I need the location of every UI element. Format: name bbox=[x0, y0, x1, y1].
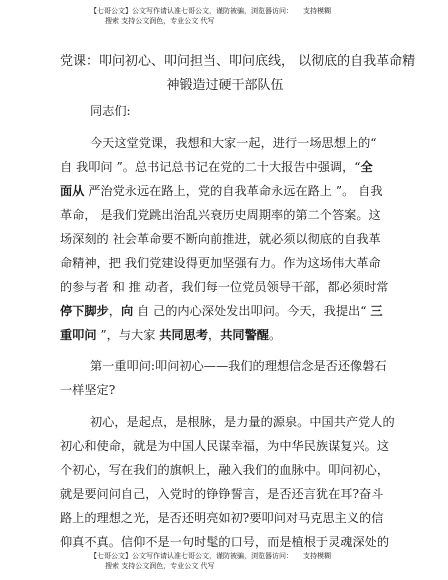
paragraph-1-line: 命精神，把 我们党建设得更加坚强有力。作为这场伟大革命 bbox=[60, 256, 381, 270]
paragraph-1-line bbox=[60, 323, 388, 347]
paragraph-1-line bbox=[60, 155, 388, 179]
bold-text: 全 bbox=[360, 160, 373, 174]
footer-line-1-tail: 支持模糊 bbox=[303, 552, 331, 560]
text-run: 。 bbox=[268, 328, 282, 342]
page-header bbox=[90, 6, 390, 26]
section-1-heading-line: 一样坚定? bbox=[60, 383, 116, 397]
page-footer bbox=[90, 551, 390, 571]
paragraph-1-line bbox=[60, 299, 388, 323]
paragraph-2-line: 个初心，写在我们的旗帜上，融入我们的血脉中。叩问初心， bbox=[60, 463, 390, 477]
paragraph-2-line: 初心和使命，就是为中国人民谋幸福，为中华民族谋复兴。这 bbox=[60, 439, 390, 453]
paragraph-1-line: 场深刻的 社会革命要不断向前推进，就必须以彻底的自我革 bbox=[60, 232, 381, 246]
paragraph-2-line: 初心，是起点，是根脉，是力量的源泉。中国共产党人的 bbox=[90, 415, 395, 429]
footer-line-2: 搜索 支持公文润色，专业公文 代写 bbox=[105, 562, 215, 570]
header-line-1 bbox=[90, 6, 390, 16]
bold-text: 重叩问 bbox=[60, 328, 97, 342]
text-run: 自 我叩问 ”。总书记总书记在党的二十大报告中强调，“ bbox=[60, 160, 361, 174]
header-line-2: 搜索 支持公文润色，专业公文 代写 bbox=[105, 17, 215, 25]
title-line-1: 党课：叩问初心、叩问担当、叩问底线， 以彻底的自我革命精 bbox=[60, 54, 416, 69]
section-1-heading-line: 第一重叩问:叩问初心——我们的理想信念是否还像磐石 bbox=[90, 359, 387, 373]
paragraph-1-line: 的参与者 和 推 动者，我们每一位党员领导干部，都必须时常 bbox=[60, 280, 389, 294]
text-run: ， bbox=[208, 328, 221, 342]
bold-text: 停下脚步 bbox=[60, 304, 109, 318]
bold-text: 共同思考 bbox=[159, 328, 209, 342]
header-line-1-tail: 支持模糊 bbox=[303, 7, 331, 15]
footer-line-1 bbox=[90, 551, 390, 561]
text-run: 严治党永远在路上，党的自我革命永远在路上 ”。 自我 bbox=[84, 184, 383, 198]
paragraph-2-line: 就是要问问自己，入党时的铮铮誓言，是否还言犹在耳?奋斗 bbox=[60, 487, 384, 501]
salutation: 同志们: bbox=[90, 104, 131, 118]
text-run: 自 己的内心深处发出叩问。今天，我提出“ bbox=[133, 304, 371, 318]
document-body bbox=[60, 99, 395, 554]
bold-text: 向 bbox=[120, 304, 134, 318]
bold-text: 三 bbox=[370, 304, 383, 318]
title-line-2: 神锻造过硬干部队伍 bbox=[166, 78, 284, 93]
bold-text: 面从 bbox=[60, 184, 85, 198]
text-run: ， bbox=[108, 304, 121, 318]
paragraph-1-line: 今天这堂党课，我想和大家一起，进行一场思想上的“ bbox=[90, 136, 377, 150]
paragraph-1-line: 革命， 是我们党跳出治乱兴衰历史周期率的第二个答案。这 bbox=[60, 208, 381, 222]
bold-text: 共同警醒 bbox=[220, 328, 269, 342]
header-line-1-text: 【七哥公文】公文写作请认准七哥公文，谨防被骗，浏览器访问： bbox=[90, 7, 293, 15]
document-title bbox=[60, 50, 416, 98]
text-run: ”，与大家 bbox=[96, 328, 160, 342]
paragraph-1-line bbox=[60, 179, 388, 203]
paragraph-2-line: 路上的理想之光，是否还明亮如初?要叩问对马克思主义的信 bbox=[60, 511, 384, 525]
footer-line-1-text: 【七哥公文】公文写作请认准七哥公文，谨防被骗，浏览器访问： bbox=[90, 552, 293, 560]
paragraph-2-line: 仰真不真。信仰不是一句时髦的口号，而是植根于灵魂深处的 bbox=[60, 535, 390, 549]
